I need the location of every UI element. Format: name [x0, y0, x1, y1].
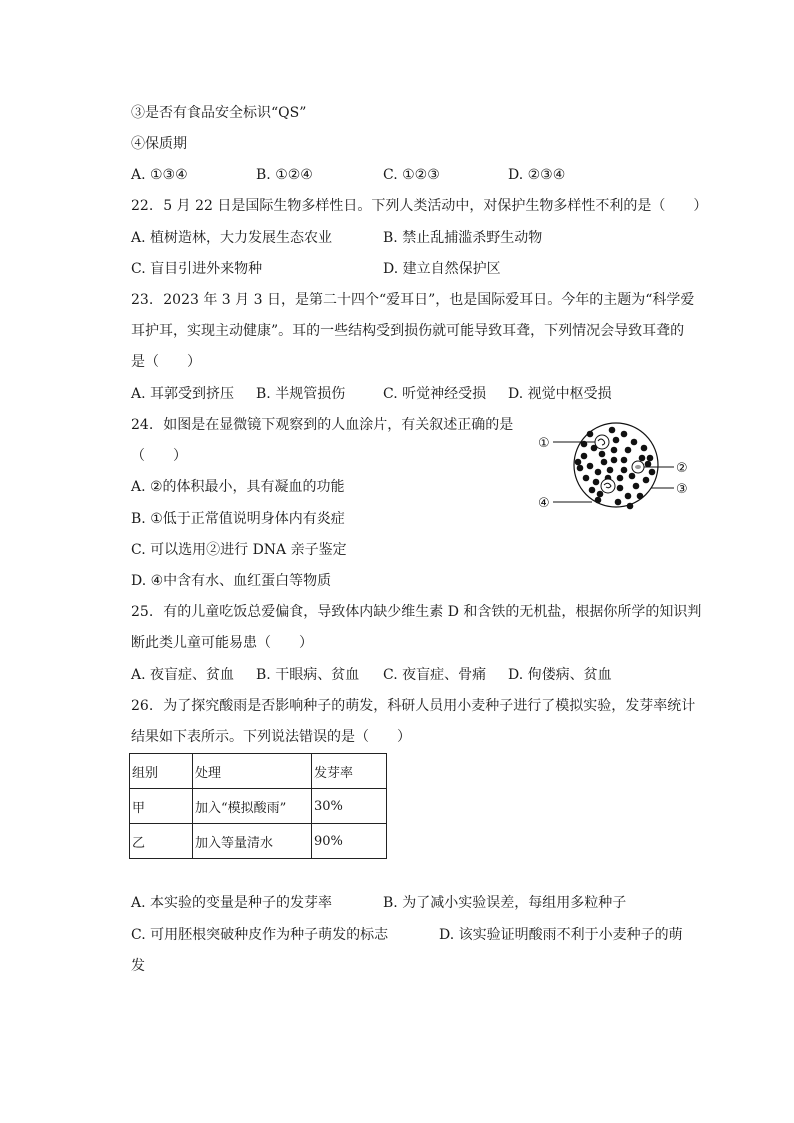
white-blood-cell-1 — [595, 435, 609, 449]
table-header-cell: 发芽率 — [312, 754, 387, 789]
table-cell: 30% — [312, 789, 387, 824]
q23-text-1: 2023 年 3 月 3 日，是第二十四个“爱耳日”，也是国际爱耳日。今年的主题为“科学爱 — [163, 292, 695, 308]
q25-option-b: B. 干眼病、贫血 — [256, 667, 360, 683]
red-blood-cell — [633, 483, 640, 490]
red-blood-cell — [621, 431, 628, 438]
red-blood-cell — [645, 461, 652, 468]
q25-option-d: D. 佝偻病、贫血 — [508, 667, 612, 683]
q22-stem — [131, 196, 707, 216]
red-blood-cell — [621, 457, 628, 464]
table-header-cell: 处理 — [193, 754, 312, 789]
figure-label-2: ② — [676, 461, 688, 476]
red-blood-cell — [597, 491, 604, 498]
red-blood-cell — [589, 487, 596, 494]
red-blood-cell — [617, 485, 624, 492]
q26-stem-line2: 结果如下表所示。下列说法错误的是（ ） — [131, 729, 411, 745]
q26-option-b: B. 为了减小实验误差，每组用多粒种子 — [383, 895, 627, 911]
q25-option-c: C. 夜盲症、骨痛 — [383, 667, 487, 683]
red-blood-cell — [639, 455, 646, 462]
figure-label-4: ④ — [538, 496, 550, 511]
red-blood-cell — [627, 503, 634, 510]
table-header-row — [130, 754, 387, 789]
q21-option-c: C. ①②③ — [383, 167, 440, 183]
q23-number: 23. — [131, 292, 154, 308]
q22-option-d: D. 建立自然保护区 — [383, 261, 501, 277]
q24-option-a: A. ②的体积最小，具有凝血的功能 — [131, 479, 345, 495]
red-blood-cell — [643, 477, 650, 484]
red-blood-cell — [601, 459, 608, 466]
red-blood-cell — [617, 475, 624, 482]
red-blood-cell — [587, 463, 594, 470]
q26-stem-line1 — [131, 696, 695, 716]
red-blood-cell — [613, 437, 620, 444]
table-cell: 乙 — [130, 824, 193, 859]
q23-stem-line1 — [131, 290, 694, 310]
q25-number: 25. — [131, 604, 154, 620]
red-blood-cell — [611, 447, 618, 454]
table-cell: 加入“模拟酸雨” — [193, 789, 312, 824]
q24-text-1: 如图是在显微镜下观察到的人血涂片，有关叙述正确的是 — [163, 417, 514, 433]
q26-option-d: D. 该实验证明酸雨不利于小麦种子的萌 — [439, 927, 683, 943]
q23-option-d: D. 视觉中枢受损 — [508, 386, 612, 402]
blood-smear-figure — [532, 420, 702, 520]
red-blood-cell — [625, 447, 632, 454]
red-blood-cell — [599, 451, 606, 458]
red-blood-cell — [641, 445, 648, 452]
red-blood-cell — [575, 459, 582, 466]
q22-option-b: B. 禁止乱捕滥杀野生动物 — [383, 230, 543, 246]
q22-option-a: A. 植树造林，大力发展生态农业 — [131, 230, 333, 246]
red-blood-cell — [595, 497, 602, 504]
q23-stem-line3: 是（ ） — [131, 354, 201, 370]
q26-option-c: C. 可用胚根突破种皮作为种子萌发的标志 — [131, 927, 389, 943]
red-blood-cell — [649, 469, 656, 476]
red-blood-cell — [621, 467, 628, 474]
q23-stem-line2: 耳护耳，实现主动健康”。耳的一些结构受到损伤就可能导致耳聋，下列情况会导致耳聋的 — [131, 323, 685, 339]
q21-item-3: ③是否有食品安全标识“QS” — [131, 105, 307, 121]
red-blood-cell — [581, 453, 588, 460]
white-blood-cell-3 — [601, 479, 615, 493]
q24-stem-line2: （ ） — [131, 448, 187, 464]
q21-option-a: A. ①③④ — [131, 167, 188, 183]
q21-option-d: D. ②③④ — [508, 167, 566, 183]
red-blood-cell — [615, 499, 622, 506]
q23-option-c: C. 听觉神经受损 — [383, 386, 487, 402]
table-row — [130, 789, 387, 824]
q24-option-c: C. 可以选用②进行 DNA 亲子鉴定 — [131, 542, 347, 558]
q25-stem-line2: 断此类儿童可能易患（ ） — [131, 635, 313, 651]
red-blood-cell — [577, 465, 584, 472]
q21-item-4: ④保质期 — [131, 136, 187, 152]
red-blood-cell — [637, 493, 644, 500]
q26-option-a: A. 本实验的变量是种子的发芽率 — [131, 895, 333, 911]
red-blood-cell — [593, 479, 600, 486]
nucleus-2 — [635, 465, 641, 469]
red-blood-cell — [595, 469, 602, 476]
red-blood-cell — [587, 431, 594, 438]
red-blood-cell — [647, 455, 654, 462]
results-table — [129, 753, 387, 859]
red-blood-cell — [583, 475, 590, 482]
q24-option-b: B. ①低于正常值说明身体内有炎症 — [131, 511, 345, 527]
table-cell: 90% — [312, 824, 387, 859]
table-cell: 加入等量清水 — [193, 824, 312, 859]
q26-number: 26. — [131, 698, 154, 714]
red-blood-cell — [607, 467, 614, 474]
red-blood-cell — [611, 457, 618, 464]
q25-option-a: A. 夜盲症、贫血 — [131, 667, 235, 683]
q22-option-c: C. 盲目引进外来物种 — [131, 261, 263, 277]
q26-text-1: 为了探究酸雨是否影响种子的萌发，科研人员用小麦种子进行了模拟实验，发芽率统计 — [163, 698, 696, 714]
q22-text: 5 月 22 日是国际生物多样性日。下列人类活动中，对保护生物多样性不利的是（ ） — [163, 198, 708, 214]
figure-label-1: ① — [538, 436, 550, 451]
red-blood-cell — [629, 473, 636, 480]
q23-option-b: B. 半规管损伤 — [256, 386, 346, 402]
q24-stem-line1 — [131, 415, 513, 435]
q24-number: 24. — [131, 417, 154, 433]
q24-option-d: D. ④中含有水、血红蛋白等物质 — [131, 573, 332, 589]
q21-option-b: B. ①②④ — [256, 167, 313, 183]
red-blood-cell — [631, 439, 638, 446]
q26-option-d-continued: 发 — [131, 958, 145, 974]
table-row — [130, 824, 387, 859]
figure-label-3: ③ — [676, 482, 688, 497]
q22-number: 22. — [131, 198, 154, 214]
red-blood-cell — [625, 493, 632, 500]
q23-option-a: A. 耳郭受到挤压 — [131, 386, 235, 402]
q25-stem-line1 — [131, 602, 701, 622]
q25-text-1: 有的儿童吃饭总爱偏食，导致体内缺少维生素 D 和含铁的无机盐，根据你所学的知识判 — [163, 604, 702, 620]
table-header-cell: 组别 — [130, 754, 193, 789]
table-cell: 甲 — [130, 789, 193, 824]
red-blood-cell — [609, 427, 616, 434]
